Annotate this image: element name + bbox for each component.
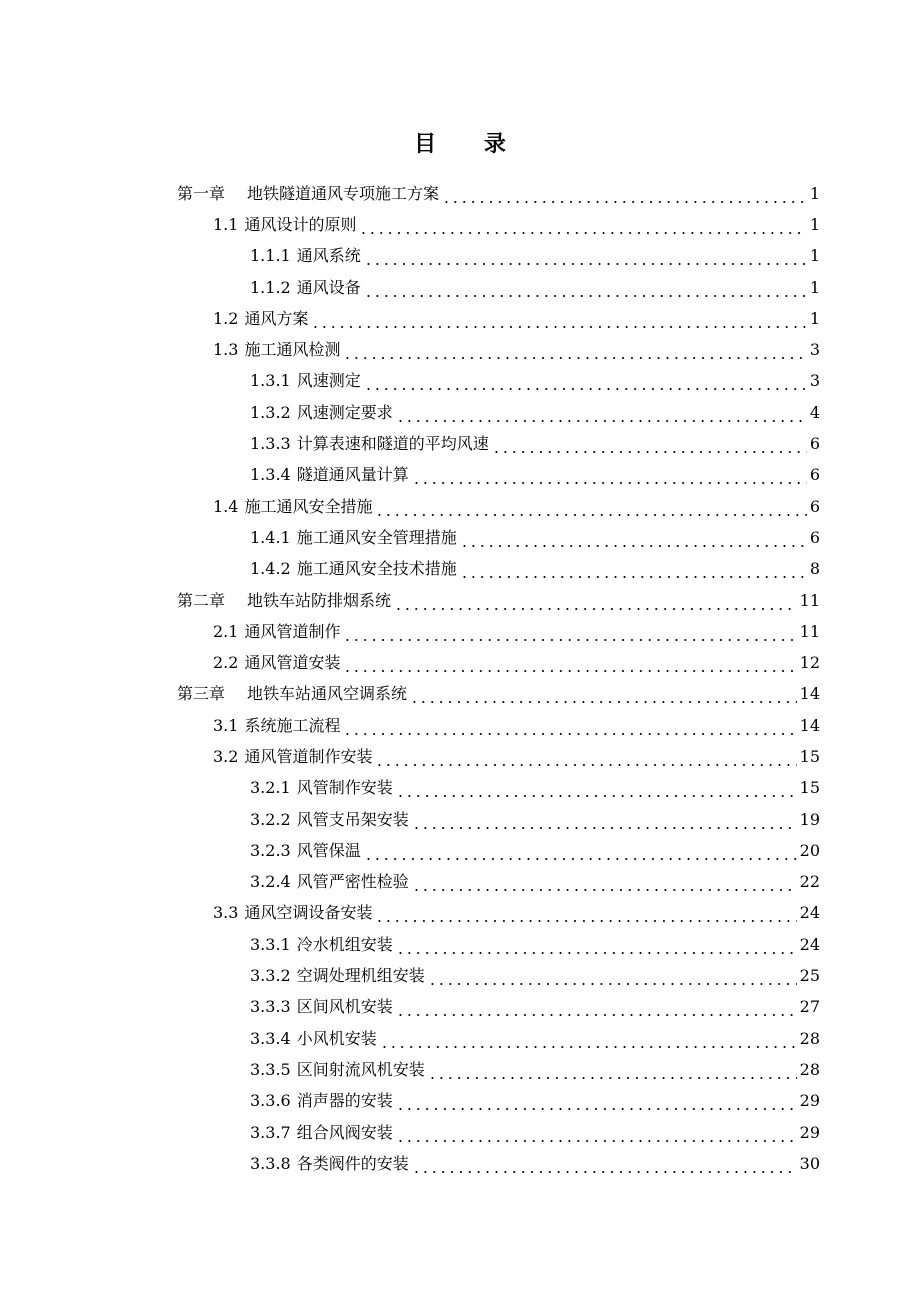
- toc-entry-number: 3.2.4: [250, 872, 291, 892]
- toc-page-number: 6: [809, 465, 820, 485]
- toc-entry-title: 区间风机安装: [296, 997, 393, 1017]
- toc-entry-number: 3.3.1: [250, 934, 291, 954]
- toc-dot-leader: [428, 968, 797, 988]
- toc-dot-leader: [394, 593, 797, 613]
- toc-dot-leader: [492, 436, 807, 456]
- toc-page-number: 14: [799, 715, 820, 735]
- toc-entry-title: 消声器的安装: [296, 1091, 393, 1111]
- toc-page-number: 28: [799, 1059, 820, 1079]
- toc-page-number: 4: [809, 402, 820, 422]
- toc-entry[interactable]: [0, 867, 920, 898]
- toc-entry[interactable]: [0, 929, 920, 960]
- toc-entry-number: 第二章: [177, 590, 226, 610]
- toc-dot-leader: [396, 1125, 797, 1145]
- toc-entry-number: 2.1: [213, 621, 239, 641]
- toc-dot-leader: [412, 467, 807, 487]
- toc-page-number: 15: [799, 746, 820, 766]
- toc-page-number: 1: [809, 246, 820, 266]
- toc-page-number: 20: [799, 840, 820, 860]
- toc-entry-title: 通风设备: [296, 277, 361, 297]
- toc-entry-title: 通风空调设备安装: [244, 903, 373, 923]
- toc-entry[interactable]: [0, 773, 920, 804]
- toc-entry-number: 1.4.1: [250, 527, 291, 547]
- toc-entry[interactable]: [0, 992, 920, 1023]
- toc-entry-title: 系统施工流程: [244, 715, 341, 735]
- toc-entry-number: 3.3.2: [250, 966, 291, 986]
- toc-page-number: 6: [809, 527, 820, 547]
- toc-entry-number: 1.3: [213, 340, 239, 360]
- toc-dot-leader: [343, 342, 806, 362]
- toc-page-number: 1: [809, 214, 820, 234]
- toc-entry[interactable]: [0, 178, 920, 209]
- toc-entry-title: 计算表速和隧道的平均风速: [296, 434, 489, 454]
- toc-entry[interactable]: [0, 491, 920, 522]
- toc-page-number: 25: [799, 966, 820, 986]
- toc-dot-leader: [343, 718, 796, 738]
- toc-entry-number: 1.1: [213, 214, 239, 234]
- toc-entry-number: 第一章: [177, 183, 226, 203]
- toc-entry[interactable]: [0, 460, 920, 491]
- toc-entry-title: 施工通风检测: [244, 340, 341, 360]
- toc-dot-leader: [412, 874, 797, 894]
- toc-page-number: 19: [799, 809, 820, 829]
- toc-entry-number: 3.2.3: [250, 840, 291, 860]
- toc-entry[interactable]: [0, 679, 920, 710]
- toc-entry-number: 3.3.8: [250, 1153, 291, 1173]
- toc-dot-leader: [375, 499, 806, 519]
- toc-page-number: 29: [799, 1122, 820, 1142]
- toc-entry-title: 空调处理机组安装: [296, 966, 425, 986]
- toc-entry-number: 第三章: [177, 684, 226, 704]
- toc-page-number: 24: [799, 934, 820, 954]
- toc-entry[interactable]: [0, 366, 920, 397]
- toc-dot-leader: [364, 280, 807, 300]
- toc-entry[interactable]: [0, 554, 920, 585]
- toc-entry-title: 区间射流风机安装: [296, 1059, 425, 1079]
- toc-entry-title: 施工通风安全措施: [244, 496, 373, 516]
- toc-page-number: 28: [799, 1028, 820, 1048]
- toc-entry-number: 3.3.7: [250, 1122, 291, 1142]
- toc-dot-leader: [359, 217, 806, 237]
- toc-entry[interactable]: [0, 835, 920, 866]
- toc-entry-number: 1.3.4: [250, 465, 291, 485]
- toc-entry-title: 施工通风安全管理措施: [296, 527, 457, 547]
- toc-entry-number: 1.4.2: [250, 559, 291, 579]
- toc-entry-number: 1.1.2: [250, 277, 291, 297]
- toc-entry-title: 组合风阀安装: [296, 1122, 393, 1142]
- toc-entry-title: 风管严密性检验: [296, 872, 409, 892]
- toc-dot-leader: [410, 686, 797, 706]
- toc-entry-title: 小风机安装: [296, 1028, 377, 1048]
- toc-entry-title: 风管支吊架安装: [296, 809, 409, 829]
- toc-list: [0, 178, 920, 1180]
- toc-entry-title: 隧道通风量计算: [296, 465, 409, 485]
- toc-entry-number: 1.3.2: [250, 402, 291, 422]
- toc-entry[interactable]: [0, 1054, 920, 1085]
- toc-entry-title: 施工通风安全技术措施: [296, 559, 457, 579]
- toc-entry-number: 3.1: [213, 715, 239, 735]
- toc-entry[interactable]: [0, 272, 920, 303]
- toc-page-number: 1: [809, 277, 820, 297]
- toc-entry[interactable]: [0, 710, 920, 741]
- toc-entry-title: 地铁车站通风空调系统: [247, 684, 408, 704]
- toc-entry[interactable]: [0, 898, 920, 929]
- toc-page-number: 3: [809, 340, 820, 360]
- toc-entry[interactable]: [0, 616, 920, 647]
- toc-title: 目 录: [414, 131, 526, 157]
- toc-dot-leader: [375, 749, 796, 769]
- toc-page-number: 22: [799, 872, 820, 892]
- toc-entry-number: 1.3.3: [250, 434, 291, 454]
- toc-page-number: 1: [809, 183, 820, 203]
- toc-page-number: 29: [799, 1091, 820, 1111]
- toc-page-number: 15: [799, 778, 820, 798]
- toc-dot-leader: [442, 186, 807, 206]
- toc-entry[interactable]: [0, 522, 920, 553]
- toc-entry-number: 3.3.3: [250, 997, 291, 1017]
- toc-page-number: 1: [809, 308, 820, 328]
- toc-entry-number: 1.2: [213, 308, 239, 328]
- toc-dot-leader: [311, 311, 806, 331]
- toc-page-number: 8: [809, 559, 820, 579]
- toc-dot-leader: [428, 1062, 797, 1082]
- toc-entry-number: 3.3.6: [250, 1091, 291, 1111]
- toc-dot-leader: [412, 812, 797, 832]
- toc-entry-number: 3.2: [213, 746, 239, 766]
- toc-entry-title: 风速测定要求: [296, 402, 393, 422]
- toc-dot-leader: [364, 373, 807, 393]
- toc-entry-title: 通风管道制作安装: [244, 746, 373, 766]
- toc-page-number: 11: [799, 590, 820, 610]
- toc-page-number: 12: [799, 653, 820, 673]
- toc-dot-leader: [375, 905, 796, 925]
- toc-entry[interactable]: [0, 1086, 920, 1117]
- toc-entry[interactable]: [0, 428, 920, 459]
- toc-page-number: 3: [809, 371, 820, 391]
- toc-dot-leader: [364, 843, 797, 863]
- toc-entry-title: 通风管道制作: [244, 621, 341, 641]
- toc-entry[interactable]: [0, 241, 920, 272]
- toc-dot-leader: [460, 561, 807, 581]
- toc-dot-leader: [396, 999, 797, 1019]
- toc-entry-title: 通风设计的原则: [244, 214, 357, 234]
- toc-entry-title: 风管制作安装: [296, 778, 393, 798]
- toc-entry-title: 地铁车站防排烟系统: [247, 590, 392, 610]
- toc-entry[interactable]: [0, 209, 920, 240]
- toc-entry-title: 通风系统: [296, 246, 361, 266]
- toc-page-number: 27: [799, 997, 820, 1017]
- toc-entry-number: 2.2: [213, 653, 239, 673]
- toc-entry-number: 3.3: [213, 903, 239, 923]
- toc-page-number: 14: [799, 684, 820, 704]
- toc-entry[interactable]: [0, 334, 920, 365]
- toc-dot-leader: [396, 405, 807, 425]
- toc-entry[interactable]: [0, 1023, 920, 1054]
- toc-dot-leader: [460, 530, 807, 550]
- toc-page-number: 30: [799, 1153, 820, 1173]
- toc-dot-leader: [396, 780, 797, 800]
- toc-entry-title: 通风方案: [244, 308, 309, 328]
- toc-entry-number: 1.4: [213, 496, 239, 516]
- toc-dot-leader: [396, 937, 797, 957]
- toc-entry-title: 风管保温: [296, 840, 361, 860]
- toc-page-number: 11: [799, 621, 820, 641]
- toc-entry[interactable]: [0, 397, 920, 428]
- toc-page-number: 24: [799, 903, 820, 923]
- toc-entry-title: 冷水机组安装: [296, 934, 393, 954]
- toc-dot-leader: [412, 1156, 797, 1176]
- toc-entry-number: 1.1.1: [250, 246, 291, 266]
- toc-entry[interactable]: [0, 741, 920, 772]
- toc-entry[interactable]: [0, 1117, 920, 1148]
- toc-dot-leader: [343, 624, 796, 644]
- toc-entry[interactable]: [0, 1148, 920, 1179]
- toc-entry-number: 3.3.5: [250, 1059, 291, 1079]
- toc-entry-number: 3.2.2: [250, 809, 291, 829]
- toc-entry-title: 风速测定: [296, 371, 361, 391]
- toc-entry-number: 3.3.4: [250, 1028, 291, 1048]
- toc-entry-title: 通风管道安装: [244, 653, 341, 673]
- toc-entry-number: 3.2.1: [250, 778, 291, 798]
- toc-entry-title: 地铁隧道通风专项施工方案: [247, 183, 440, 203]
- toc-entry-number: 1.3.1: [250, 371, 291, 391]
- toc-dot-leader: [396, 1093, 797, 1113]
- toc-dot-leader: [380, 1031, 797, 1051]
- toc-page-number: 6: [809, 434, 820, 454]
- toc-dot-leader: [343, 655, 796, 675]
- toc-entry[interactable]: [0, 960, 920, 991]
- toc-page-number: 6: [809, 496, 820, 516]
- toc-entry[interactable]: [0, 585, 920, 616]
- toc-entry[interactable]: [0, 303, 920, 334]
- toc-dot-leader: [364, 248, 807, 268]
- toc-entry[interactable]: [0, 804, 920, 835]
- toc-entry[interactable]: [0, 647, 920, 678]
- toc-entry-title: 各类阀件的安装: [296, 1153, 409, 1173]
